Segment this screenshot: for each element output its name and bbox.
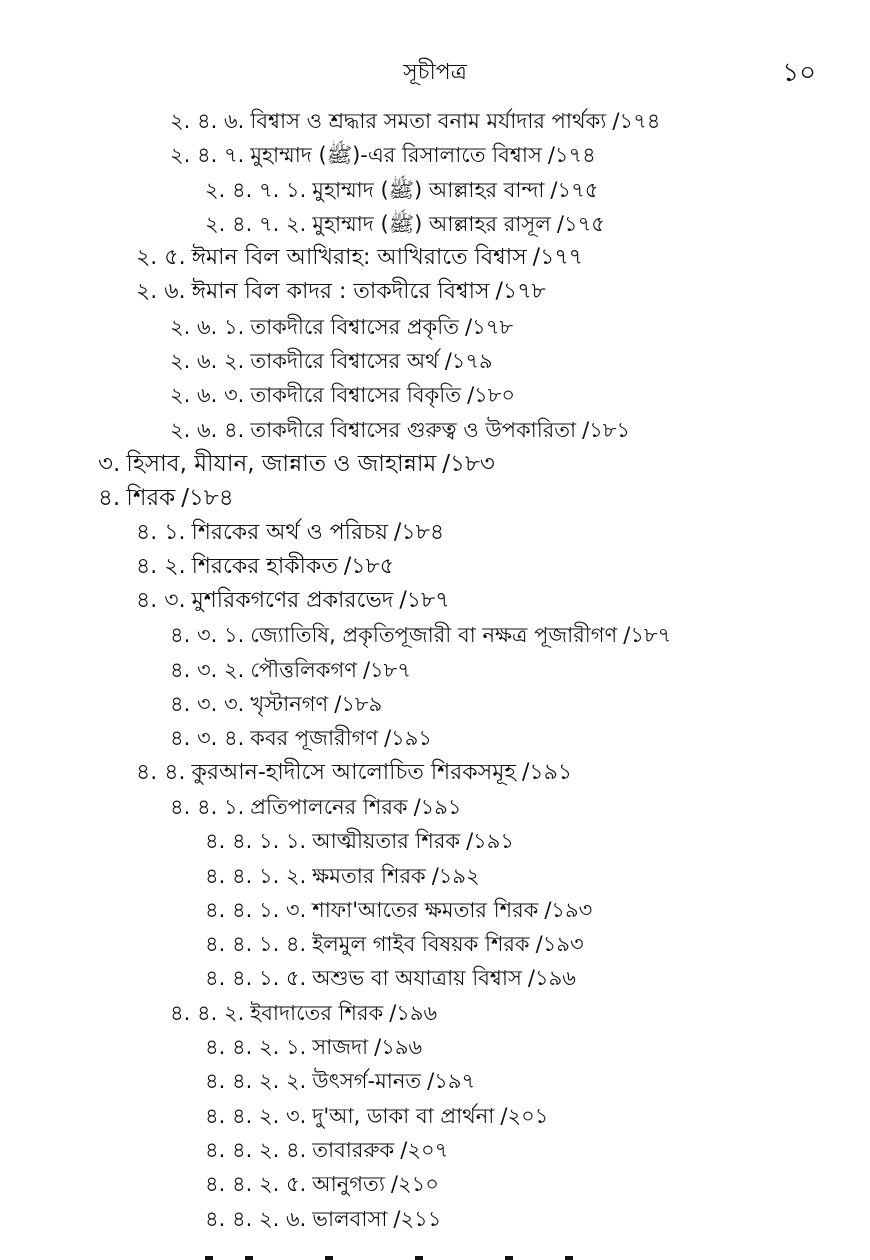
toc-entry-title: প্রতিপালনের শিরক <box>250 794 408 819</box>
toc-entry-page: /১৮৪ <box>393 519 445 545</box>
toc-entry-page: /১৭৫ <box>550 177 599 202</box>
toc-entry-title: তাবাররুক <box>312 1137 395 1162</box>
toc-entry-title: উৎসর্গ-মানত <box>312 1069 422 1094</box>
toc-entry <box>0 1133 870 1167</box>
toc-entry <box>0 961 870 995</box>
toc-entry-page: /২০৭ <box>400 1137 449 1162</box>
toc-entry-title: মুশরিকগণের প্রকারভেদ <box>191 588 394 614</box>
toc-entry-number: ২. ৬. ৪. <box>170 417 245 442</box>
toc-entry-number: ২. ৬. ৩. <box>170 383 245 408</box>
toc-entry-number: ৪. ৩. ৪. <box>170 726 245 751</box>
toc-entry-number: ৪. ৪. ১. ৪. <box>205 932 307 957</box>
toc-entry <box>0 927 870 961</box>
toc-entry-title: তাকদীরে বিশ্বাসের অর্থ <box>250 349 439 374</box>
toc-entry <box>0 756 870 790</box>
cut-off-next-line <box>205 1254 625 1260</box>
toc-entry-title: ক্ষমতার শিরক <box>312 863 426 888</box>
toc-entry-title: খৃস্টানগণ <box>250 692 329 717</box>
toc-entry-number: ৪. ৩. <box>136 588 186 614</box>
toc-entry <box>0 1099 870 1133</box>
toc-entry-number: ৪. ৩. ২. <box>170 657 245 682</box>
toc-entry <box>0 310 870 344</box>
toc-entry-page: /১৭৪ <box>547 143 596 168</box>
toc-entry-title: তাকদীরে বিশ্বাসের বিকৃতি <box>250 383 462 408</box>
toc-entry-title: বিশ্বাস ও শ্রদ্ধার সমতা বনাম মর্যাদার পার্থক্য <box>250 109 607 133</box>
toc-entry-title: দু'আ, ডাকা বা প্রার্থনা <box>312 1103 495 1128</box>
toc-entry-number: ৪. ৩. ৩. <box>170 692 245 717</box>
toc-entry <box>0 241 870 275</box>
toc-entry-page: /১৯১ <box>413 794 462 819</box>
toc-entry-page: /১৯৩ <box>535 932 584 957</box>
toc-entry <box>0 207 870 241</box>
toc-entry-title: জ্যোতিষি, প্রকৃতিপূজারী বা নক্ষত্র পূজারীগণ <box>250 623 618 648</box>
toc-entry <box>0 824 870 858</box>
toc-entry-number: ৪. ৪. ২. ১. <box>205 1035 307 1060</box>
toc-entry-page: /১৭৮ <box>495 279 546 305</box>
toc-entry-title: তাকদীরে বিশ্বাসের প্রকৃতি <box>250 314 459 339</box>
toc-entry <box>0 413 870 447</box>
toc-entry-title: মুহাম্মাদ (ﷺ) আল্লাহর বান্দা <box>312 177 545 202</box>
toc-entry <box>0 481 870 515</box>
toc-entry-number: ২. ৬. ২. <box>170 349 245 374</box>
toc-entry-page: /১৯১ <box>521 759 573 785</box>
toc-entry-page: /১৯১ <box>466 829 515 854</box>
toc-entry-page: /২১০ <box>390 1172 439 1197</box>
toc-entry <box>0 173 870 207</box>
toc-entry-number: ২. ৪. ৭. <box>170 143 245 168</box>
toc-entry-page: /১৮০ <box>467 383 516 408</box>
toc-entry-number: ৪. ৪. ২. ৫. <box>205 1172 307 1197</box>
toc-entry-page: /১৮৭ <box>399 588 450 614</box>
toc-entry-page: /১৭৫ <box>556 211 605 236</box>
toc-entry-page: /২০১ <box>500 1103 549 1128</box>
toc-entry-number: ৪. ৪. ২. ৪. <box>205 1137 307 1162</box>
toc-entry-number: ৪. ২. <box>136 553 186 579</box>
toc-entry-title: আনুগত্য <box>312 1172 385 1197</box>
page-title: সূচীপত্র <box>403 60 467 85</box>
toc-entry-number: ৪. ৪. ১. <box>170 794 245 819</box>
toc-entry-page: /২১১ <box>393 1206 442 1231</box>
toc-entry-page: /১৯৬ <box>389 1000 438 1025</box>
toc-entry-page: /১৭৮ <box>465 314 513 339</box>
table-of-contents <box>0 104 870 1236</box>
toc-entry-page: /১৯৬ <box>374 1035 423 1060</box>
toc-entry-page: /১৯২ <box>431 863 480 888</box>
toc-entry-title: মুহাম্মাদ (ﷺ)-এর রিসালাতে বিশ্বাস <box>250 143 542 168</box>
toc-entry-title: শিরকের হাকীকত <box>191 553 338 579</box>
toc-entry <box>0 996 870 1030</box>
toc-entry-title: পৌত্তলিকগণ <box>250 657 357 682</box>
toc-entry-number: ৪. ৪. ২. <box>170 1000 245 1025</box>
toc-entry-title: শাফা'আতের ক্ষমতার শিরক <box>312 897 539 922</box>
toc-entry-page: /১৮৩ <box>442 450 495 477</box>
toc-entry-page: /১৯৩ <box>544 897 593 922</box>
toc-entry <box>0 618 870 652</box>
toc-entry-title: ইবাদাতের শিরক <box>250 1000 384 1025</box>
toc-entry-page: /১৯৬ <box>527 966 576 991</box>
toc-entry-page: /১৭৯ <box>444 349 493 374</box>
toc-entry-number: ২. ৬. <box>136 279 186 305</box>
toc-entry <box>0 104 870 138</box>
toc-entry <box>0 275 870 309</box>
toc-entry-title: সাজদা <box>312 1035 369 1060</box>
toc-entry-number: ৪. ৪. ১. ৫. <box>205 966 307 991</box>
toc-entry-page: /১৭৪ <box>612 109 661 133</box>
toc-entry-title: শিরকের অর্থ ও পরিচয় <box>191 519 388 545</box>
toc-entry-number: ৪. ৪. ২. ২. <box>205 1069 307 1094</box>
toc-entry <box>0 516 870 550</box>
toc-entry-title: আত্মীয়তার শিরক <box>312 829 461 854</box>
toc-entry-title: ঈমান বিল আখিরাহ: আখিরাতে বিশ্বাস <box>191 245 527 271</box>
toc-entry-number: ৪. ১. <box>136 519 186 545</box>
page-number: ১০ <box>782 58 816 88</box>
toc-entry <box>0 859 870 893</box>
toc-entry-title: তাকদীরে বিশ্বাসের গুরুত্ব ও উপকারিতা <box>250 417 577 442</box>
toc-entry-number: ৪. ৪. ১. ৩. <box>205 897 307 922</box>
toc-entry-number: ৩. <box>98 450 121 477</box>
toc-entry-page: /১৮৫ <box>343 553 395 579</box>
toc-entry-page: /১৯১ <box>384 726 433 751</box>
toc-entry <box>0 1202 870 1236</box>
toc-entry <box>0 447 870 481</box>
toc-entry-page: /১৮৭ <box>623 623 672 648</box>
toc-entry-title: ঈমান বিল কাদর : তাকদীরে বিশ্বাস <box>191 279 490 305</box>
toc-entry-page: /১৮৭ <box>362 657 411 682</box>
toc-entry <box>0 721 870 755</box>
toc-entry <box>0 653 870 687</box>
toc-entry <box>0 687 870 721</box>
toc-entry <box>0 790 870 824</box>
toc-entry <box>0 1030 870 1064</box>
toc-entry-title: কবর পূজারীগণ <box>250 726 379 751</box>
toc-entry-number: ৪. ৪. ২. ৩. <box>205 1103 307 1128</box>
toc-entry-title: কুরআন-হাদীসে আলোচিত শিরকসমূহ <box>191 759 516 785</box>
toc-entry-title: হিসাব, মীযান, জান্নাত ও জাহান্নাম <box>126 450 437 477</box>
toc-entry-page: /১৮১ <box>582 417 631 442</box>
toc-entry-title: অশুভ বা অযাত্রায় বিশ্বাস <box>312 966 522 991</box>
toc-entry-number: ২. ৪. ৭. ১. <box>205 177 307 202</box>
toc-entry-title: ভালবাসা <box>312 1206 388 1231</box>
toc-entry-number: ৪. ৪. <box>136 759 186 785</box>
toc-entry-title: মুহাম্মাদ (ﷺ) আল্লাহর রাসূল <box>312 211 551 236</box>
toc-entry-number: ২. ৫. <box>136 245 186 271</box>
toc-entry-title: ইলমুল গাইব বিষয়ক শিরক <box>312 932 530 957</box>
toc-entry <box>0 584 870 618</box>
toc-entry <box>0 1167 870 1201</box>
toc-entry-number: ২. ৪. ৭. ২. <box>205 211 307 236</box>
toc-entry-title: শিরক <box>126 485 176 512</box>
toc-entry-number: ৪. ৪. ১. ১. <box>205 829 307 854</box>
toc-entry-page: /১৮৪ <box>181 485 234 512</box>
toc-entry <box>0 893 870 927</box>
toc-entry-number: ৪. ৪. ২. ৬. <box>205 1206 307 1231</box>
toc-entry-page: /১৯৭ <box>427 1069 476 1094</box>
toc-entry <box>0 1064 870 1098</box>
toc-entry <box>0 138 870 172</box>
toc-entry-number: ৪. ৪. ১. ২. <box>205 863 307 888</box>
toc-entry <box>0 550 870 584</box>
toc-entry <box>0 344 870 378</box>
toc-entry-number: ২. ৬. ১. <box>170 314 245 339</box>
toc-entry-page: /১৮৯ <box>334 692 383 717</box>
toc-entry-number: ৪. <box>98 485 121 512</box>
toc-entry-number: ২. ৪. ৬. <box>170 109 245 133</box>
toc-entry-number: ৪. ৩. ১. <box>170 623 245 648</box>
toc-entry <box>0 378 870 412</box>
toc-entry-page: /১৭৭ <box>532 245 583 271</box>
